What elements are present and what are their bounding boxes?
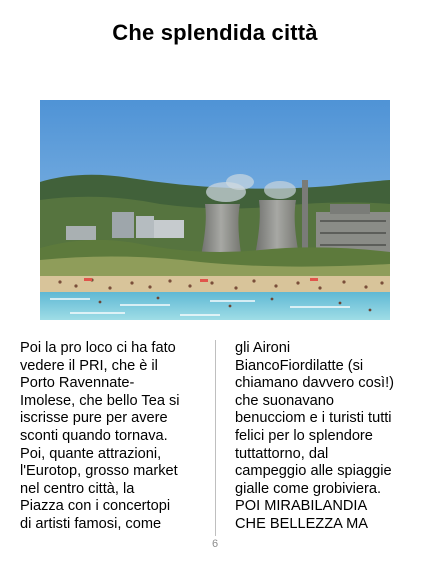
- column-divider: [215, 340, 216, 536]
- beach-photo: [40, 100, 390, 320]
- text-column-left: Poi la pro loco ci ha fato vedere il PRI, che è il Porto Ravennate- Imolese, che bello Tea si iscrisse pure per avere sconti quando tornava. Poi, quante attrazioni, l'Eurotop, grosso market nel centro città, la Piazza con i concertopi di artisti famosi, come: [20, 340, 180, 532]
- text-column-right: gli Aironi BiancoFiordilatte (si chiamano davvero così!) che suonavano benucciom e i turisti tutti felici per lo splendore tuttattorno, dal campeggio alle spiaggie gialle come grobiviera. POI MIRABILANDIA CHE BELLEZZA MA: [235, 340, 394, 532]
- slide-title: Che splendida città: [112, 20, 318, 45]
- page-number: 6: [211, 538, 219, 550]
